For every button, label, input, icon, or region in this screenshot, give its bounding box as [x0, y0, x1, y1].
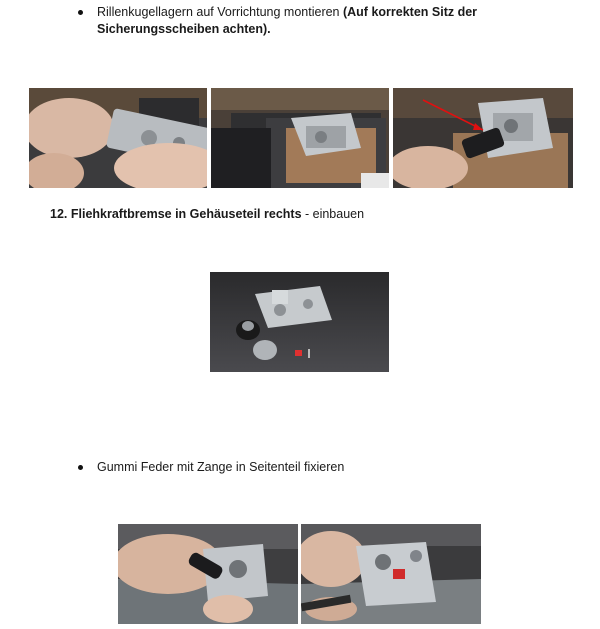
- bullet-marker: [78, 10, 83, 15]
- step-instruction-line-1: [97, 4, 477, 21]
- bearing-held-in-hand-photo: [29, 88, 207, 188]
- housing-on-fixture-photo: [211, 88, 389, 188]
- housing-with-arrow-photo: [393, 88, 573, 188]
- step-text-normal: - einbauen: [301, 207, 365, 221]
- step-instruction-line-2: Sicherungsscheiben achten).: [97, 22, 271, 36]
- step-12-heading: [50, 206, 364, 223]
- spring-fixing-with-pliers-photo-1: [118, 524, 298, 624]
- spring-fixing-with-pliers-photo-2: [301, 524, 481, 624]
- step-text-bold: Fliehkraftbremse in Gehäuseteil rechts: [70, 207, 302, 221]
- step-number: 12.: [50, 207, 68, 221]
- bullet-marker: [78, 465, 83, 470]
- step-instruction-line: Gummi Feder mit Zange in Seitenteil fixieren: [97, 460, 345, 474]
- brake-parts-on-table-photo: [210, 272, 389, 372]
- step-text-normal: Rillenkugellagern auf Vorrichtung montieren: [97, 5, 343, 19]
- step-text-bold: (Auf korrekten Sitz der: [342, 5, 478, 19]
